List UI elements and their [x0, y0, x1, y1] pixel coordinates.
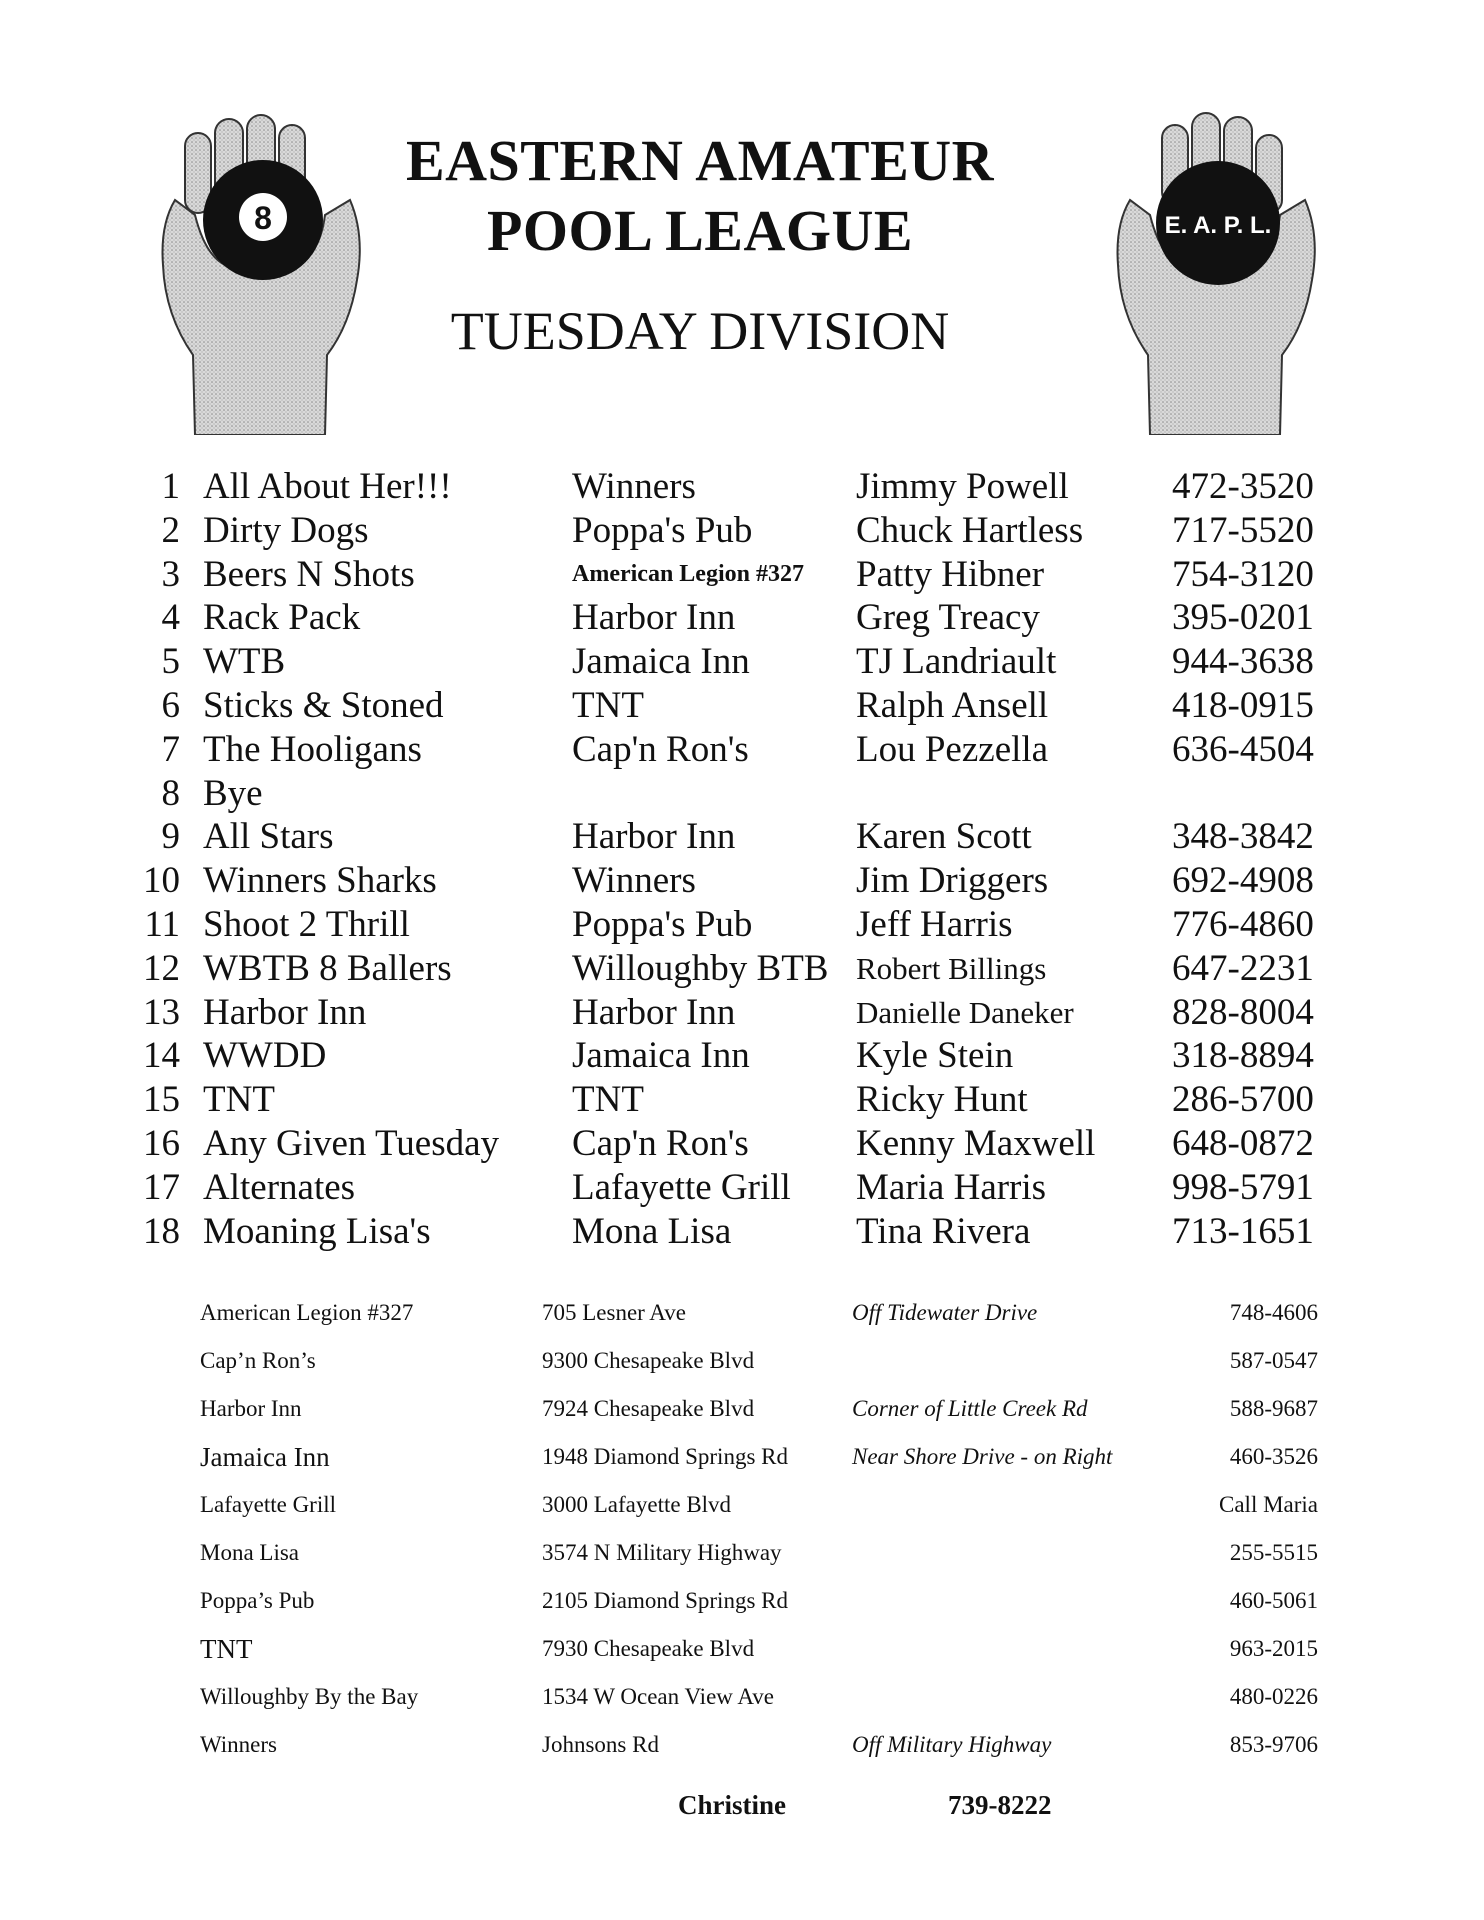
- venue-address: 3000 Lafayette Blvd: [542, 1492, 732, 1517]
- team-venue: Poppa's Pub: [572, 903, 753, 945]
- league-title-line2: POOL LEAGUE: [486, 198, 914, 263]
- venue-row: [0, 1346, 1484, 1394]
- team-number: 3: [161, 553, 180, 595]
- team-phone: 998-5791: [1172, 1166, 1314, 1208]
- team-number: 13: [143, 991, 180, 1033]
- team-venue: TNT: [572, 1079, 644, 1121]
- team-number: 1: [161, 466, 180, 507]
- team-name: All About Her!!!: [203, 466, 452, 507]
- team-venue: Cap'n Ron's: [572, 728, 749, 770]
- venue-phone: 460-3526: [1229, 1444, 1318, 1469]
- venue-row: [0, 1586, 1484, 1634]
- team-number: 7: [161, 728, 180, 770]
- team-name: Rack Pack: [203, 597, 361, 639]
- venue-row: [0, 1730, 1484, 1778]
- team-phone: 776-4860: [1172, 903, 1314, 945]
- venue-name: American Legion #327: [200, 1300, 414, 1325]
- team-number: 12: [143, 947, 180, 989]
- team-captain: Karen Scott: [856, 816, 1032, 858]
- hand-eapl-ball-logo: [1110, 105, 1320, 435]
- venue-directions: Off Tidewater Drive: [852, 1300, 1038, 1325]
- venue-address: 1534 W Ocean View Ave: [542, 1684, 774, 1709]
- venue-row: [0, 1442, 1484, 1490]
- venue-row: [0, 1298, 1484, 1346]
- venue-directory-table: [0, 1298, 1484, 1778]
- venue-address: Johnsons Rd: [542, 1732, 659, 1757]
- venue-row: [0, 1538, 1484, 1586]
- venue-row: [0, 1490, 1484, 1538]
- team-row: [0, 684, 1484, 728]
- team-captain: Jim Driggers: [856, 860, 1049, 902]
- team-name: WTB: [203, 641, 286, 683]
- team-venue: Mona Lisa: [572, 1210, 732, 1252]
- team-venue: Harbor Inn: [572, 597, 736, 639]
- team-phone: 418-0915: [1172, 684, 1314, 726]
- team-row: [0, 815, 1484, 859]
- team-name: The Hooligans: [203, 728, 422, 770]
- team-number: 14: [143, 1035, 180, 1077]
- venue-phone: 963-2015: [1229, 1636, 1318, 1661]
- team-roster-table: [0, 465, 1484, 1253]
- svg-text:8: 8: [254, 200, 272, 236]
- team-venue: Harbor Inn: [572, 991, 736, 1033]
- team-number: 18: [143, 1210, 180, 1252]
- team-captain: Danielle Daneker: [856, 994, 1074, 1030]
- team-row: [0, 1122, 1484, 1166]
- team-number: 10: [143, 860, 180, 902]
- venue-name: Poppa’s Pub: [200, 1588, 315, 1613]
- team-name: WWDD: [203, 1035, 327, 1077]
- team-phone: 828-8004: [1172, 991, 1314, 1033]
- team-row: [0, 947, 1484, 991]
- team-row: [0, 903, 1484, 947]
- team-captain: Chuck Hartless: [856, 509, 1084, 551]
- team-row: [0, 1078, 1484, 1122]
- team-captain: TJ Landriault: [856, 641, 1057, 683]
- hand-eight-ball-logo: [155, 105, 365, 435]
- team-venue: American Legion #327: [572, 560, 804, 587]
- venue-address: 705 Lesner Ave: [542, 1300, 686, 1325]
- team-captain: Robert Billings: [856, 950, 1047, 986]
- team-name: Beers N Shots: [203, 553, 415, 595]
- venue-directions: Near Shore Drive - on Right: [852, 1444, 1113, 1469]
- team-captain: Greg Treacy: [856, 597, 1040, 639]
- team-row: [0, 1210, 1484, 1254]
- venue-name: Harbor Inn: [200, 1396, 302, 1421]
- team-row: [0, 553, 1484, 597]
- venue-name: Jamaica Inn: [200, 1442, 330, 1472]
- team-name: All Stars: [203, 816, 334, 858]
- team-name: Shoot 2 Thrill: [203, 903, 410, 945]
- team-phone: 286-5700: [1172, 1079, 1314, 1121]
- team-venue: Jamaica Inn: [572, 641, 750, 683]
- team-phone: 713-1651: [1172, 1210, 1314, 1252]
- team-row: [0, 772, 1484, 816]
- team-venue: Cap'n Ron's: [572, 1122, 749, 1164]
- venue-phone: 588-9687: [1229, 1396, 1318, 1421]
- venue-phone: 853-9706: [1229, 1732, 1318, 1757]
- team-phone: 395-0201: [1172, 597, 1314, 639]
- venue-name: Winners: [200, 1732, 277, 1757]
- team-captain: Tina Rivera: [856, 1210, 1031, 1252]
- team-row: [0, 991, 1484, 1035]
- venue-name: TNT: [200, 1634, 253, 1664]
- team-venue: Harbor Inn: [572, 816, 736, 858]
- team-name: Dirty Dogs: [203, 509, 369, 551]
- team-phone: 647-2231: [1172, 947, 1314, 989]
- team-venue: TNT: [572, 684, 644, 726]
- team-name: Sticks & Stoned: [203, 684, 444, 726]
- team-phone: 318-8894: [1172, 1035, 1314, 1077]
- venue-name: Mona Lisa: [200, 1540, 300, 1565]
- venue-address: 7930 Chesapeake Blvd: [542, 1636, 755, 1661]
- venue-name: Lafayette Grill: [200, 1492, 337, 1517]
- team-captain: Lou Pezzella: [856, 728, 1049, 770]
- team-number: 17: [143, 1166, 180, 1208]
- team-row: [0, 596, 1484, 640]
- team-venue: Poppa's Pub: [572, 509, 753, 551]
- team-number: 2: [161, 509, 180, 551]
- team-venue: Jamaica Inn: [572, 1035, 750, 1077]
- svg-text:E. A. P. L.: E. A. P. L.: [1164, 212, 1272, 239]
- venue-directions: Off Military Highway: [852, 1732, 1052, 1757]
- contact-name: Christine: [678, 1790, 786, 1820]
- team-name: Harbor Inn: [203, 991, 367, 1033]
- team-phone: 944-3638: [1172, 641, 1314, 683]
- team-name: Moaning Lisa's: [203, 1210, 431, 1252]
- team-phone: 754-3120: [1172, 553, 1314, 595]
- team-captain: Jimmy Powell: [856, 466, 1069, 507]
- team-captain: Maria Harris: [856, 1166, 1047, 1208]
- team-phone: 636-4504: [1172, 728, 1314, 770]
- team-name: Any Given Tuesday: [203, 1122, 500, 1164]
- venue-row: [0, 1394, 1484, 1442]
- team-number: 6: [161, 684, 180, 726]
- team-captain: Ricky Hunt: [856, 1079, 1028, 1121]
- division-title: TUESDAY DIVISION: [450, 301, 950, 361]
- team-venue: Willoughby BTB: [572, 947, 829, 989]
- team-row: [0, 1034, 1484, 1078]
- team-venue: Lafayette Grill: [572, 1166, 791, 1208]
- team-name: Bye: [203, 772, 263, 814]
- venue-address: 3574 N Military Highway: [542, 1540, 782, 1565]
- team-phone: 472-3520: [1172, 466, 1314, 507]
- team-phone: 348-3842: [1172, 816, 1314, 858]
- venue-phone: 460-5061: [1229, 1588, 1318, 1613]
- team-name: TNT: [203, 1079, 275, 1121]
- team-number: 15: [143, 1079, 180, 1121]
- team-row: [0, 1166, 1484, 1210]
- venue-directions: Corner of Little Creek Rd: [852, 1396, 1088, 1421]
- venue-address: 7924 Chesapeake Blvd: [542, 1396, 755, 1421]
- team-captain: Kenny Maxwell: [856, 1122, 1096, 1164]
- venue-phone: 480-0226: [1229, 1684, 1318, 1709]
- venue-phone: Call Maria: [1219, 1492, 1318, 1517]
- team-row: [0, 728, 1484, 772]
- venue-phone: 748-4606: [1229, 1300, 1318, 1325]
- team-number: 9: [161, 816, 180, 858]
- team-captain: Patty Hibner: [856, 553, 1045, 595]
- team-captain: Ralph Ansell: [856, 684, 1049, 726]
- league-title-line1: EASTERN AMATEUR: [405, 128, 995, 193]
- venue-address: 2105 Diamond Springs Rd: [542, 1588, 788, 1613]
- team-phone: 717-5520: [1172, 509, 1314, 551]
- team-captain: Kyle Stein: [856, 1035, 1014, 1077]
- team-number: 8: [161, 772, 180, 814]
- venue-row: [0, 1682, 1484, 1730]
- team-row: [0, 465, 1484, 509]
- team-phone: 692-4908: [1172, 860, 1314, 902]
- team-row: [0, 859, 1484, 903]
- team-name: WBTB 8 Ballers: [203, 947, 452, 989]
- venue-name: Cap’n Ron’s: [200, 1348, 316, 1373]
- venue-phone: 587-0547: [1229, 1348, 1318, 1373]
- team-venue: Winners: [572, 860, 696, 902]
- team-name: Winners Sharks: [203, 860, 437, 902]
- venue-phone: 255-5515: [1229, 1540, 1318, 1565]
- team-row: [0, 509, 1484, 553]
- contact-phone: 739-8222: [948, 1790, 1052, 1820]
- venue-address: 1948 Diamond Springs Rd: [542, 1444, 788, 1469]
- venue-address: 9300 Chesapeake Blvd: [542, 1348, 755, 1373]
- venue-name: Willoughby By the Bay: [200, 1684, 419, 1709]
- team-row: [0, 640, 1484, 684]
- team-captain: Jeff Harris: [856, 903, 1013, 945]
- venue-row: [0, 1634, 1484, 1682]
- team-number: 11: [144, 903, 180, 945]
- team-venue: Winners: [572, 466, 696, 507]
- team-name: Alternates: [203, 1166, 356, 1208]
- team-number: 4: [161, 597, 180, 639]
- team-number: 16: [143, 1122, 180, 1164]
- team-phone: 648-0872: [1172, 1122, 1314, 1164]
- team-number: 5: [161, 641, 180, 683]
